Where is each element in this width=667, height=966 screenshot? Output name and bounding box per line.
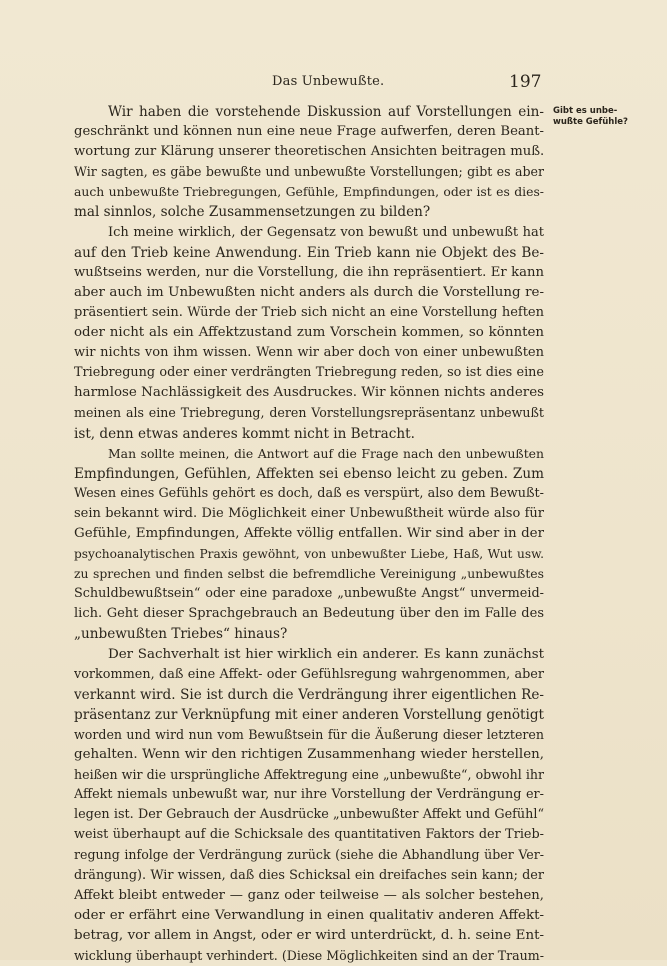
text-line: Schuldbewußtsein“ oder eine paradoxe „unbewußte Angst“ unvermeid- xyxy=(74,586,544,602)
text-line: geschränkt und können nun eine neue Frage aufwerfen, deren Beant- xyxy=(74,124,544,140)
text-line: zu sprechen und finden selbst die befremdliche Vereinigung „unbewußtes xyxy=(74,566,544,582)
text-line: Wesen eines Gefühls gehört es doch, daß es verspürt, also dem Bewußt- xyxy=(74,485,544,501)
text-line: regung infolge der Verdrängung zurück (siehe die Abhandlung über Ver- xyxy=(74,847,544,863)
text-line: Man sollte meinen, die Antwort auf die Frage nach den unbewußten xyxy=(108,445,544,461)
text-line: weist überhaupt auf die Schicksale des quantitativen Faktors der Trieb- xyxy=(74,827,544,843)
text-line: Empfindungen, Gefühlen, Affekten sei ebenso leicht zu geben. Zum xyxy=(74,465,544,482)
page-number: 197 xyxy=(509,72,542,92)
text-line: betrag, vor allem in Angst, oder er wird unterdrückt, d. h. seine Ent- xyxy=(74,927,544,943)
text-line: worden und wird nun vom Bewußtsein für die Äußerung dieser letzteren xyxy=(74,726,544,742)
text-line: präsentiert sein. Würde der Trieb sich nicht an eine Vorstellung heften xyxy=(74,304,544,320)
text-line: harmlose Nachlässigkeit des Ausdruckes. Wir können nichts anderes xyxy=(74,385,544,401)
text-line: auf den Trieb keine Anwendung. Ein Trieb kann nie Objekt des Be- xyxy=(74,244,544,261)
text-line: Affekt niemals unbewußt war, nur ihre Vorstellung der Verdrängung er- xyxy=(74,787,544,803)
text-line: heißen wir die ursprüngliche Affektregung eine „unbewußte“, obwohl ihr xyxy=(74,767,544,783)
text-line: legen ist. Der Gebrauch der Ausdrücke „unbewußter Affekt und Gefühl“ xyxy=(74,807,544,823)
text-line: Wir haben die vorstehende Diskussion auf Vorstellungen ein- xyxy=(108,104,544,120)
text-line: vorkommen, daß eine Affekt- oder Gefühlsregung wahrgenommen, aber xyxy=(74,666,544,682)
text-line: drängung). Wir wissen, daß dies Schicksal ein dreifaches sein kann; der xyxy=(74,867,544,883)
text-line: Der Sachverhalt ist hier wirklich ein anderer. Es kann zunächst xyxy=(108,646,544,662)
text-line: wußtseins werden, nur die Vorstellung, die ihn repräsentiert. Er kann xyxy=(74,264,544,280)
text-line: aber auch im Unbewußten nicht anders als durch die Vorstellung re- xyxy=(74,284,544,300)
marginal-note-line: wußte Gefühle? xyxy=(553,116,628,127)
text-line: oder nicht als ein Affektzustand zum Vorschein kommen, so könnten xyxy=(74,325,544,341)
text-line: ist, denn etwas anderes kommt nicht in Betracht. xyxy=(74,425,415,442)
text-line: Affekt bleibt entweder — ganz oder teilweise — als solcher bestehen, xyxy=(74,887,544,903)
marginal-note xyxy=(553,106,633,127)
text-line: „unbewußten Triebes“ hinaus? xyxy=(74,626,288,643)
text-line: sein bekannt wird. Die Möglichkeit einer Unbewußtheit würde also für xyxy=(74,505,544,521)
text-line: wortung zur Klärung unserer theoretischen Ansichten beitragen muß. xyxy=(74,144,544,160)
text-line: Triebregung oder einer verdrängten Triebregung reden, so ist dies eine xyxy=(74,365,544,381)
text-line: mal sinnlos, solche Zusammensetzungen zu bilden? xyxy=(74,204,431,221)
text-line: verkannt wird. Sie ist durch die Verdrängung ihrer eigentlichen Re- xyxy=(74,686,544,703)
text-line: meinen als eine Triebregung, deren Vorstellungsrepräsentanz unbewußt xyxy=(74,405,544,421)
text-line: präsentanz zur Verknüpfung mit einer anderen Vorstellung genötigt xyxy=(74,706,544,723)
running-head: Das Unbewußte. xyxy=(272,74,385,89)
text-line: auch unbewußte Triebregungen, Gefühle, Empfindungen, oder ist es dies- xyxy=(74,184,544,200)
text-line: oder er erfährt eine Verwandlung in einen qualitativ anderen Affekt- xyxy=(74,907,544,923)
text-line: wir nichts von ihm wissen. Wenn wir aber doch von einer unbewußten xyxy=(74,345,544,361)
marginal-note-line: Gibt es unbe- xyxy=(553,106,618,116)
text-line: psychoanalytischen Praxis gewöhnt, von unbewußter Liebe, Haß, Wut usw. xyxy=(74,547,544,562)
text-line: Gefühle, Empfindungen, Affekte völlig entfallen. Wir sind aber in der xyxy=(74,525,544,541)
text-line: wicklung überhaupt verhindert. (Diese Möglichkeiten sind an der Traum- xyxy=(74,947,544,963)
text-line: lich. Geht dieser Sprachgebrauch an Bedeutung über den im Falle des xyxy=(74,606,544,622)
text-line: Wir sagten, es gäbe bewußte und unbewußte Vorstellungen; gibt es aber xyxy=(74,164,544,180)
text-line: gehalten. Wenn wir den richtigen Zusammenhang wieder herstellen, xyxy=(74,747,544,762)
body-text xyxy=(74,102,544,966)
text-line: Ich meine wirklich, der Gegensatz von bewußt und unbewußt hat xyxy=(108,224,544,240)
